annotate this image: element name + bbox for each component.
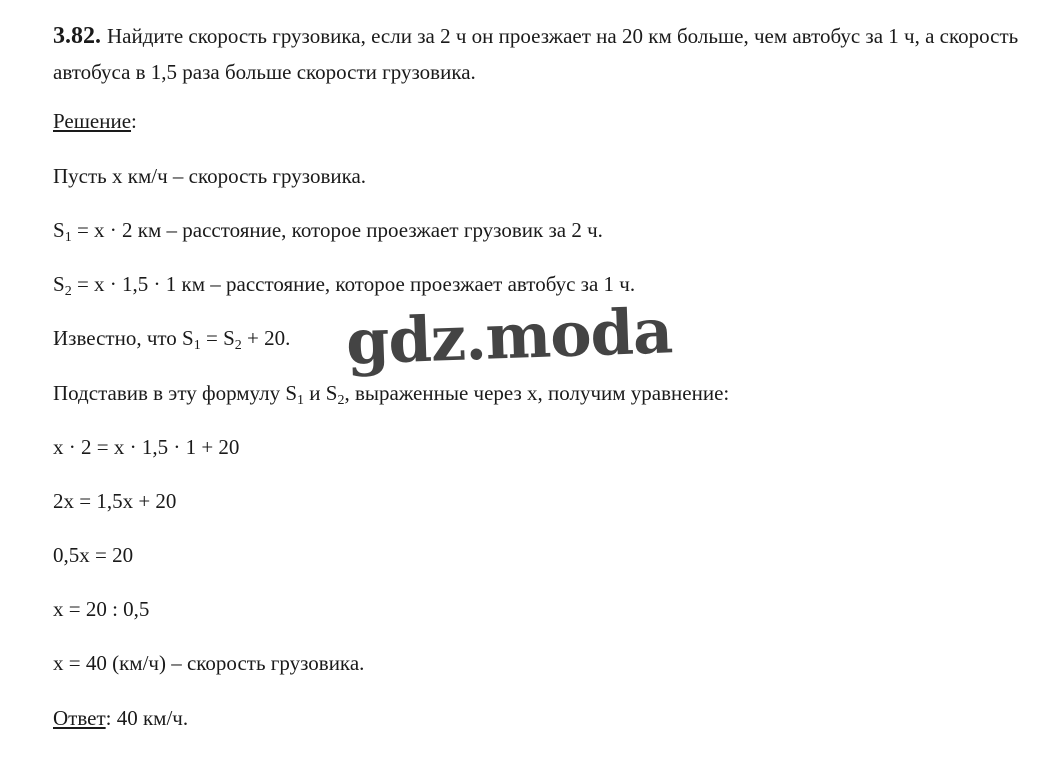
solution-line-5 xyxy=(53,380,729,406)
solution-line-3 xyxy=(53,271,635,297)
equation-line-5: x = 40 (км/ч) – скорость грузовика. xyxy=(53,651,365,675)
answer-line xyxy=(53,705,188,731)
solution-line-1: Пусть x км/ч – скорость грузовика. xyxy=(53,164,367,188)
equation-line-3: 0,5x = 20 xyxy=(53,543,134,567)
s2-subscript: 2 xyxy=(64,284,72,299)
substitution-sub2: 2 xyxy=(337,393,345,408)
answer-value: : 40 км/ч. xyxy=(105,706,189,730)
problem-text: Найдите скорость грузовика, если за 2 ч он проезжает на 20 км больше, чем автобус за 1 ч, а скорость автобуса в 1,5 раза больше скорости грузовика. xyxy=(53,24,1019,84)
s2-definition: = x · 1,5 · 1 км – расстояние, которое проезжает автобус за 1 ч. xyxy=(71,272,636,296)
substitution-sub1: 1 xyxy=(297,393,305,408)
solution-line-4 xyxy=(53,325,290,351)
solution-colon: : xyxy=(131,109,137,133)
s1-definition: = x · 2 км – расстояние, которое проезжает грузовик за 2 ч. xyxy=(71,218,603,242)
problem-number: 3.82. xyxy=(53,23,101,49)
known-relation-b: = S xyxy=(200,326,235,350)
known-relation-sub2: 2 xyxy=(234,338,242,353)
solution-heading xyxy=(53,108,137,134)
known-relation-c: + 20. xyxy=(241,326,291,350)
equation-line-4: x = 20 : 0,5 xyxy=(53,597,150,621)
known-relation-a: Известно, что S xyxy=(53,326,194,350)
problem-statement xyxy=(53,18,1028,90)
solution-line-2 xyxy=(53,217,603,243)
substitution-a: Подставив в эту формулу S xyxy=(53,381,298,405)
equation-line-1: x · 2 = x · 1,5 · 1 + 20 xyxy=(53,435,240,459)
s2-symbol: S xyxy=(53,272,65,296)
known-relation-sub1: 1 xyxy=(193,338,201,353)
s1-symbol: S xyxy=(53,218,65,242)
answer-label: Ответ xyxy=(53,706,106,730)
substitution-c: , выраженные через x, получим уравнение: xyxy=(344,381,730,405)
equation-line-2: 2x = 1,5x + 20 xyxy=(53,489,177,513)
watermark-logo: gdz.moda xyxy=(344,294,674,379)
substitution-b: и S xyxy=(304,381,338,405)
solution-label: Решение xyxy=(53,109,132,133)
s1-subscript: 1 xyxy=(64,230,72,245)
